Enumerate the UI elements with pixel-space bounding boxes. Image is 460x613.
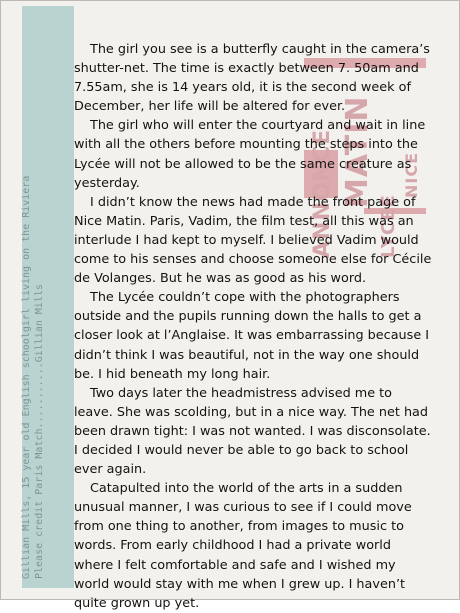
- clipping-word: MATIN: [340, 95, 375, 208]
- strip-caption-text: [20, 176, 46, 579]
- paragraph: The Lycée couldn’t cope with the photographers outside and the pupils running down the halls to get a closer look at l’Anglaise. It was embarrassing because I didn’t think I was beautiful, not in the way one should be. I hid beneath my long hair.: [74, 290, 430, 382]
- body-text: [74, 40, 434, 613]
- paragraph: Catapulted into the world of the arts in a sudden unusual manner, I was curious to see if I could move from one thing to another, from images to music to words. From early childhood I had a private world where I felt comfortable and safe and I wished my world would stay with me when I grew up. I haven’t quite grown up yet.: [74, 481, 412, 611]
- paragraph: Two days later the headmistress advised me to leave. She was scolding, but in a nice way. The net had been drawn tight: I was not wanted. I was disconsolate.: [74, 385, 431, 439]
- paragraph: I didn’t know the news had made the front page of Nice Matin. Paris, Vadim, the film test, all this was an interlude I had kept to myself. I believed Vadim would come to his senses and choose someone else for Cécile de Volanges. But he was as good as his word.: [74, 194, 432, 287]
- clipping-word: LYCEE: [378, 194, 399, 258]
- clipping-word: NICE: [402, 151, 421, 198]
- paragraph: I decided I would never be able to go back to school ever again.: [74, 442, 409, 478]
- strip-caption-line-1: Gillian Mills, 15 year old English schoolgirl living on the Riviera: [21, 175, 32, 579]
- strip-caption-line-2: Please credit Paris Match...........Gillian Mills: [34, 283, 45, 579]
- paragraph: The girl you see is a butterfly caught in the camera’s shutter-net. The time is exactly between 7. 50am and 7.55am, she is 14 years old, it is the second week of December, her life will be altered for ever.: [74, 42, 430, 115]
- clipping-word: ANNONCE: [310, 128, 335, 258]
- paragraph: The girl who will enter the courtyard and wait in line with all the others before mounting the steps into the Lycée will not be allowed to be the same creature as yesterday.: [74, 118, 426, 191]
